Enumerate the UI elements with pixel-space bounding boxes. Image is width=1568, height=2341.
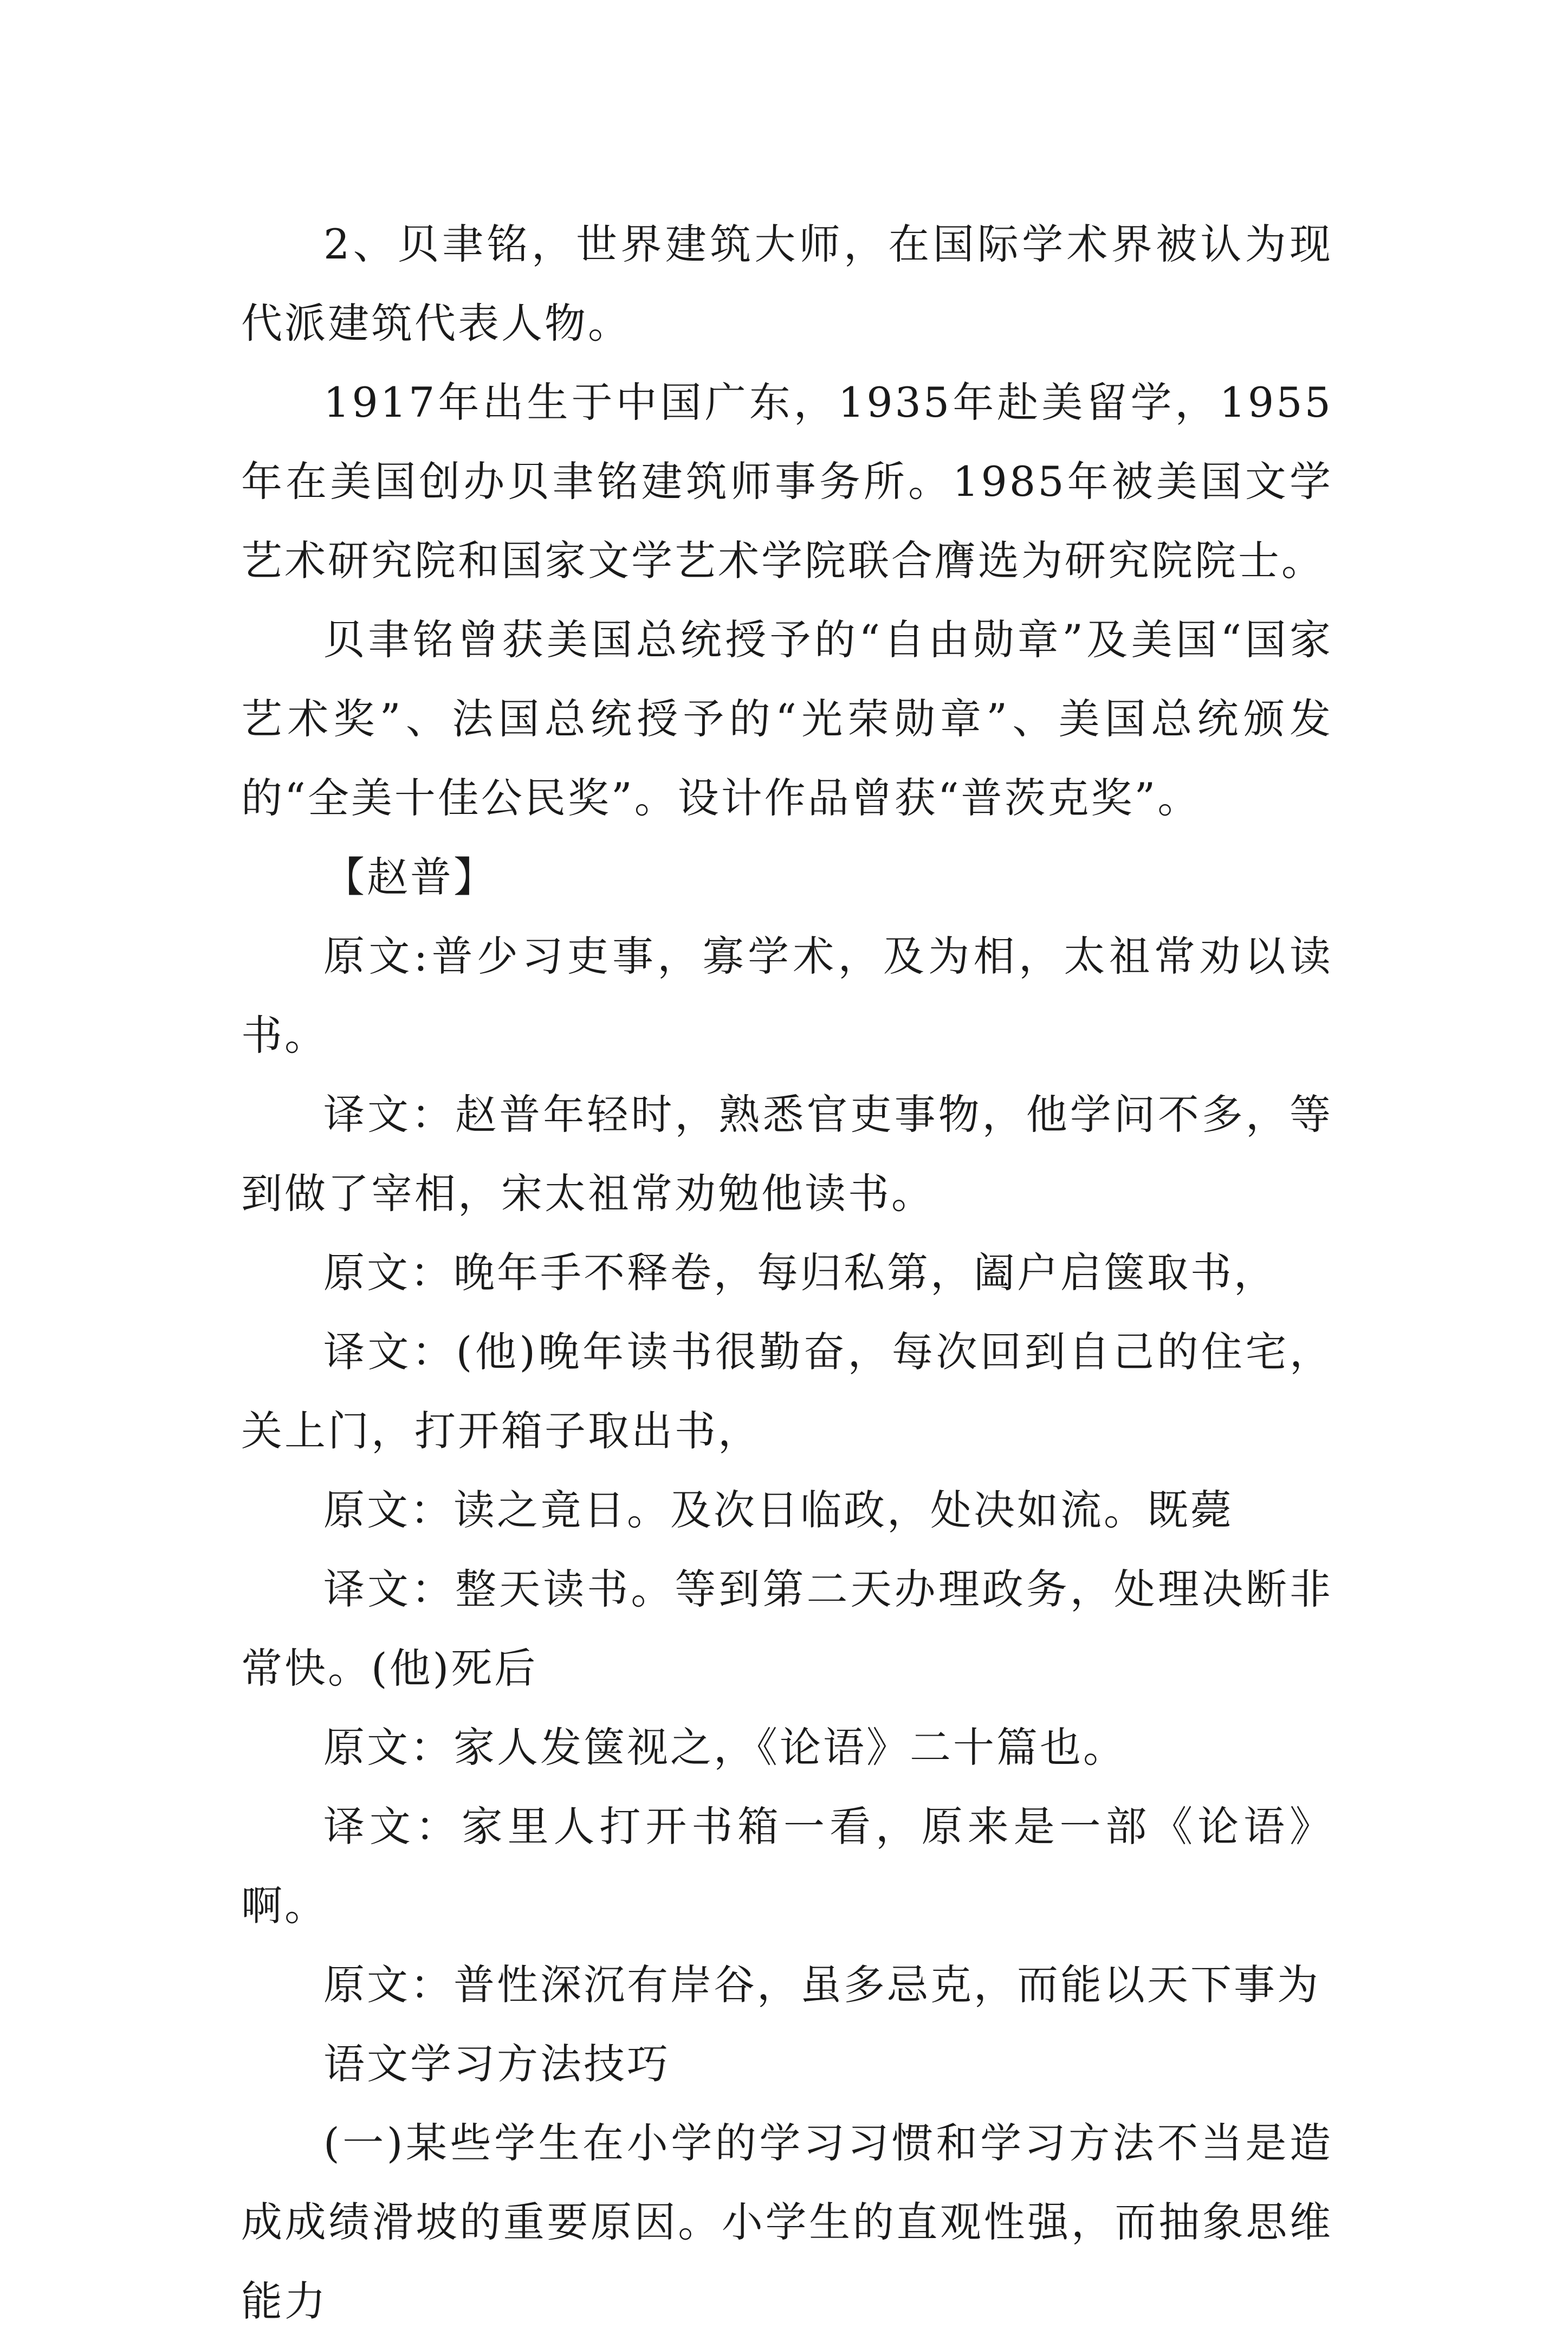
- document-body: [241, 205, 1333, 2341]
- paragraph-translation-3: 译文：整天读书。等到第二天办理政务，处理决断非常快。(他)死后: [241, 1565, 1333, 1692]
- paragraph-original-3: 原文：读之竟日。及次日临政，处决如流。既薨: [323, 1486, 1234, 1534]
- section-heading-zhao-pu: 【赵普】: [323, 853, 497, 901]
- paragraph-pei-biography: 1917年出生于中国广东，1935年赴美留学，1955年在美国创办贝聿铭建筑师事务所。1985年被美国文学艺术研究院和国家文学艺术学院联合膺选为研究院院士。: [241, 378, 1333, 585]
- paragraph-translation-2: 译文：(他)晚年读书很勤奋，每次回到自己的住宅，关上门，打开箱子取出书，: [241, 1328, 1333, 1455]
- paragraph-study-methods-1: (一)某些学生在小学的学习习惯和学习方法不当是造成成绩滑坡的重要原因。小学生的直观性强，而抽象思维能力: [241, 2119, 1333, 2325]
- paragraph-original-4: 原文：家人发箧视之，《论语》二十篇也。: [323, 1723, 1126, 1771]
- paragraph-translation-4: 译文：家里人打开书箱一看，原来是一部《论语》啊。: [241, 1802, 1333, 1930]
- paragraph-original-2: 原文：晚年手不释卷，每归私第，阖户启箧取书，: [323, 1249, 1277, 1297]
- paragraph-pei-awards: 贝聿铭曾获美国总统授予的“自由勋章”及美国“国家艺术奖”、法国总统授予的“光荣勋章”、美国总统颁发的“全美十佳公民奖”。设计作品曾获“普茨克奖”。: [241, 616, 1333, 822]
- paragraph-original-1: 原文:普少习吏事，寡学术，及为相，太祖常劝以读书。: [241, 932, 1333, 1059]
- section-heading-study-methods: 语文学习方法技巧: [323, 2040, 670, 2088]
- paragraph-pei-intro: 2、贝聿铭，世界建筑大师，在国际学术界被认为现代派建筑代表人物。: [241, 220, 1333, 347]
- paragraph-original-5: 原文：普性深沉有岸谷，虽多忌克，而能以天下事为: [323, 1961, 1320, 2009]
- paragraph-translation-1: 译文：赵普年轻时，熟悉官吏事物，他学问不多，等到做了宰相，宋太祖常劝勉他读书。: [241, 1090, 1333, 1218]
